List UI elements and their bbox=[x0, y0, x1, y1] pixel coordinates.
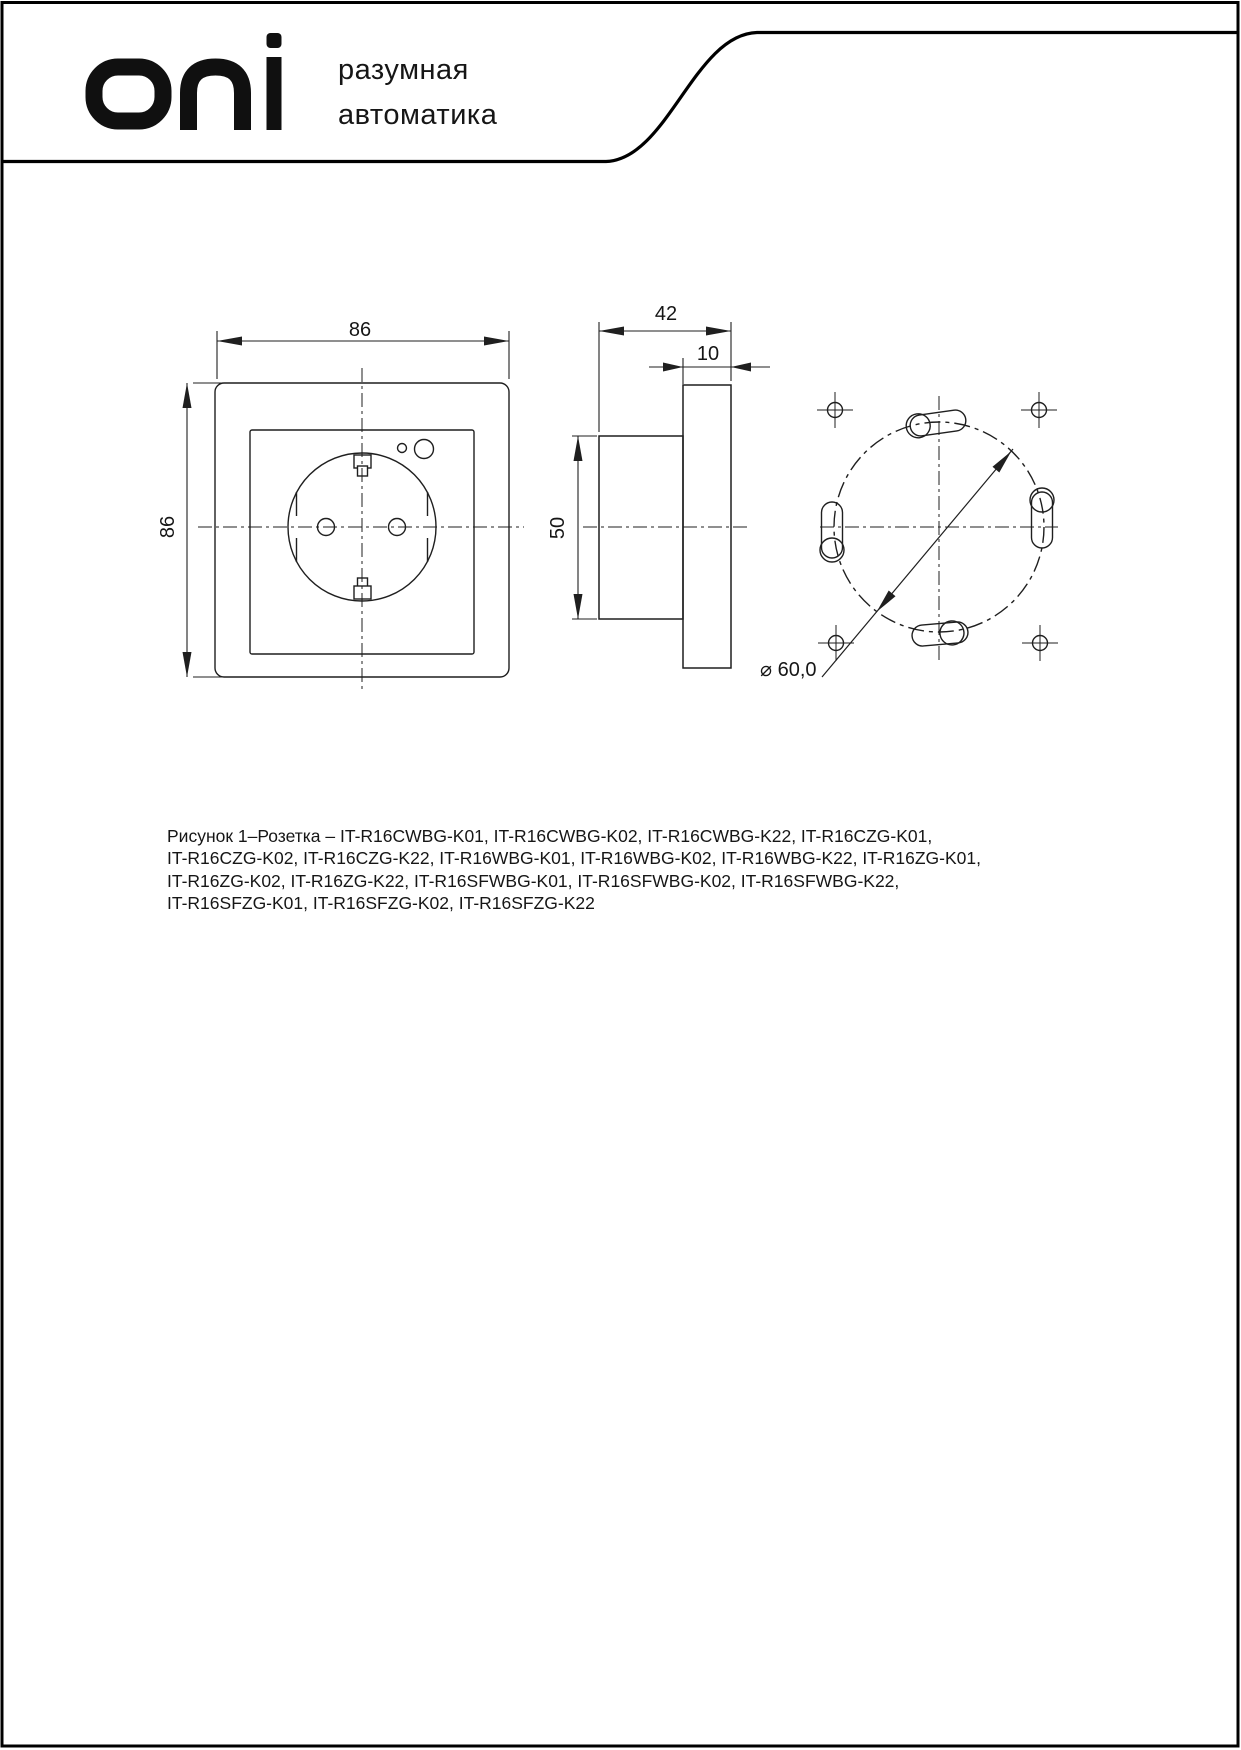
dim-front-height bbox=[183, 383, 225, 677]
indicator-hole-small bbox=[398, 444, 407, 453]
dim-label-depth: 42 bbox=[654, 303, 678, 325]
mount-slot-bottom bbox=[911, 620, 969, 649]
side-view bbox=[583, 385, 748, 668]
dim-depth bbox=[599, 322, 731, 432]
arrowhead bbox=[574, 594, 583, 619]
front-view-centerlines bbox=[198, 368, 524, 690]
arrowhead bbox=[731, 363, 751, 372]
logo-letter-o bbox=[94, 67, 163, 121]
tagline-line-1: разумная bbox=[338, 54, 469, 86]
logo-letter-i-dot bbox=[267, 33, 282, 48]
logo-letter-n bbox=[189, 67, 243, 130]
arrowhead bbox=[484, 337, 509, 346]
arrowhead bbox=[183, 652, 192, 677]
brand-tagline bbox=[338, 48, 497, 138]
dim-label-mount-diameter: ⌀ 60,0 bbox=[760, 659, 817, 681]
arrowhead bbox=[574, 436, 583, 461]
dim-mount-diameter bbox=[822, 449, 1013, 677]
arrowhead bbox=[877, 591, 896, 612]
figure-caption bbox=[167, 825, 981, 915]
caption-line-2: IT-R16CZG-K02, IT-R16CZG-K22, IT-R16WBG-K01, IT-R16WBG-K02, IT-R16WBG-K22, IT-R16ZG-K01, bbox=[167, 848, 981, 869]
dim-label-flange: 10 bbox=[696, 343, 720, 365]
screw-hole-top-left bbox=[817, 392, 853, 428]
dim-label-body-height: 50 bbox=[547, 516, 569, 540]
mounting-view bbox=[817, 392, 1058, 662]
indicator-hole-large bbox=[415, 440, 434, 459]
tagline-line-2: автоматика bbox=[338, 99, 498, 131]
arrowhead bbox=[706, 327, 731, 336]
caption-line-3: IT-R16ZG-K02, IT-R16ZG-K22, IT-R16SFWBG-K01, IT-R16SFWBG-K02, IT-R16SFWBG-K22, bbox=[167, 870, 900, 891]
front-view bbox=[198, 368, 524, 690]
arrowhead bbox=[599, 327, 624, 336]
arrowhead bbox=[183, 383, 192, 408]
mounting-view-centerlines bbox=[820, 396, 1058, 662]
arrowhead bbox=[663, 363, 683, 372]
caption-line-1: Рисунок 1–Розетка – IT-R16CWBG-K01, IT-R16CWBG-K02, IT-R16CWBG-K22, IT-R16CZG-K01, bbox=[167, 826, 933, 846]
oni-logo bbox=[94, 33, 282, 130]
arrowhead bbox=[217, 337, 242, 346]
screw-hole-top-right bbox=[1021, 392, 1057, 428]
dim-label-front-height: 86 bbox=[157, 515, 179, 539]
mount-slot-left bbox=[820, 502, 844, 562]
screw-hole-bottom-left bbox=[818, 625, 854, 661]
dim-label-front-width: 86 bbox=[348, 319, 372, 341]
caption-line-4: IT-R16SFZG-K01, IT-R16SFZG-K02, IT-R16SFZG-K22 bbox=[167, 893, 595, 914]
mount-slot-right bbox=[1030, 488, 1054, 548]
screw-hole-bottom-right bbox=[1022, 625, 1058, 661]
